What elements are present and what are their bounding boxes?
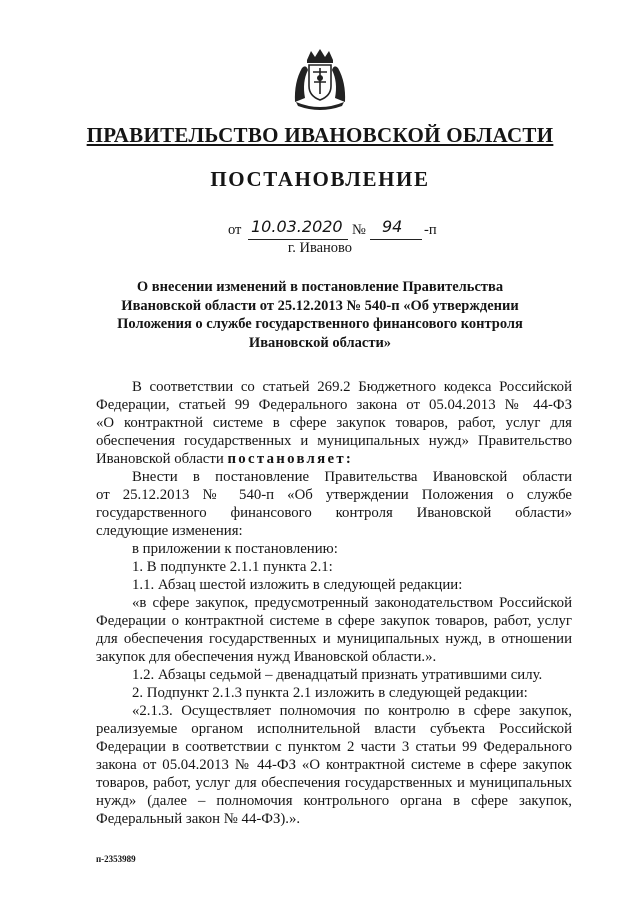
document-type: ПОСТАНОВЛЕНИЕ bbox=[210, 167, 430, 191]
title-line: О внесении изменений в постановление Правительства bbox=[136, 279, 504, 295]
organization-name: ПРАВИТЕЛЬСТВО ИВАНОВСКОЙ ОБЛАСТИ bbox=[86, 123, 554, 147]
body-line: нужд» (далее – полномочия контрольного органа в сфере закупок, bbox=[96, 793, 572, 809]
body-line: товаров, работ, услуг для обеспечения государственных и муниципальных bbox=[96, 775, 572, 791]
body-line: 2. Подпункт 2.1.3 пункта 2.1 изложить в следующей редакции: bbox=[132, 685, 528, 701]
body-line: 1. В подпункте 2.1.1 пункта 2.1: bbox=[132, 559, 333, 575]
body-line: для обеспечения государственных и муниципальных нужд, в отношении bbox=[96, 631, 572, 647]
city: г. Иваново bbox=[287, 240, 353, 256]
body-line: Федерации, статьей 99 Федерального закона от 05.04.2013 № 44-ФЗ bbox=[96, 397, 572, 413]
body-line: В соответствии со статьей 269.2 Бюджетного кодекса Российской bbox=[132, 379, 572, 395]
body-line: «О контрактной системе в сфере закупок товаров, работ, услуг для bbox=[96, 415, 572, 431]
body-line: Федерации о контрактной системе в сфере закупок товаров, работ, услуг bbox=[96, 613, 572, 629]
body-line: от 25.12.2013 № 540-п «Об утверждении Положения о службе bbox=[96, 487, 572, 503]
date-prefix: от bbox=[228, 222, 242, 238]
title-line: Ивановской области от 25.12.2013 № 540-п «Об утверждении bbox=[121, 297, 519, 314]
document-date: 10.03.2020 bbox=[251, 217, 343, 236]
number-suffix: -п bbox=[424, 222, 437, 238]
number-sign: № bbox=[352, 222, 366, 238]
body-line: следующие изменения: bbox=[96, 523, 243, 539]
resolution-keyword: постановляет: bbox=[227, 451, 354, 467]
document-title bbox=[80, 278, 560, 352]
body-line: реализуемые органом исполнительной власти субъекта Российской bbox=[96, 721, 572, 737]
body-line: «2.1.3. Осуществляет полномочия по контролю в сфере закупок, bbox=[132, 703, 572, 719]
body-line: 1.1. Абзац шестой изложить в следующей редакции: bbox=[132, 577, 463, 593]
document-number: 94 bbox=[382, 217, 403, 236]
body-line: закупок для обеспечения нужд Ивановской области.». bbox=[96, 649, 437, 665]
body-line: «в сфере закупок, предусмотренный законодательством Российской bbox=[132, 595, 572, 611]
body-line: Федеральный закон № 44-ФЗ).». bbox=[96, 811, 301, 827]
title-line: Положения о службе государственного финансового контроля bbox=[117, 316, 523, 332]
body-line: закона от 05.04.2013 № 44-ФЗ «О контрактной системе в сфере закупок bbox=[96, 757, 572, 773]
body-line: в приложении к постановлению: bbox=[132, 541, 338, 557]
body-line: Федерации в соответствии с пунктом 2 части 3 статьи 99 Федерального bbox=[96, 739, 572, 755]
body-line: государственного финансового контроля Ивановской области» bbox=[96, 505, 572, 521]
body-line: Внести в постановление Правительства Ивановской области bbox=[132, 469, 572, 485]
ivanovo-coat-of-arms-icon bbox=[292, 48, 348, 110]
body-line: 1.2. Абзацы седьмой – двенадцатый признать утратившими силу. bbox=[132, 667, 543, 683]
body-line: обеспечения государственных и муниципальных нужд» Правительство bbox=[96, 433, 572, 449]
title-line: Ивановской области» bbox=[248, 334, 392, 351]
body-line bbox=[96, 450, 572, 468]
document-code: п-2353989 bbox=[96, 854, 136, 864]
body-text: Ивановской области bbox=[96, 451, 224, 467]
